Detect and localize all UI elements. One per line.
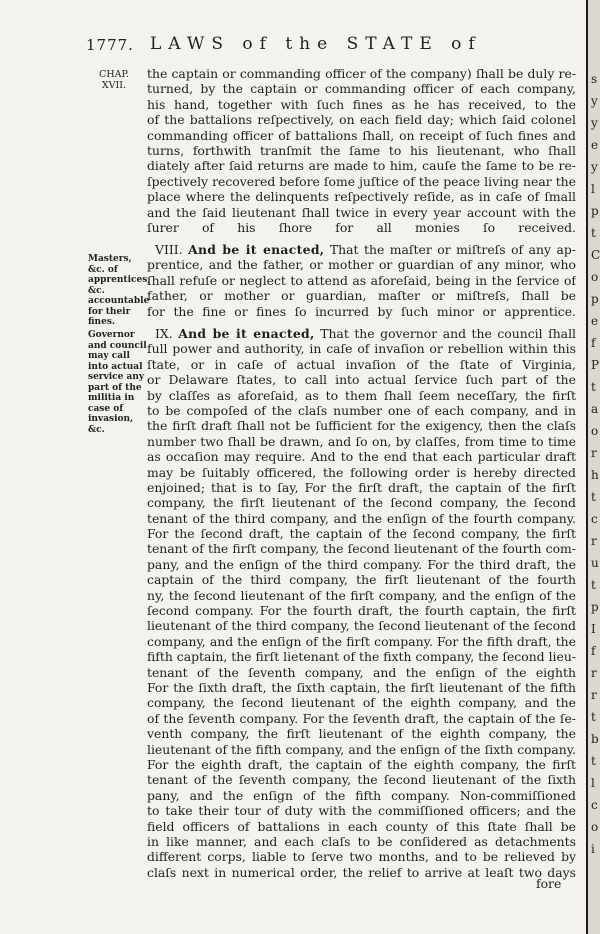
page-header [88, 36, 578, 60]
text-line: of the ſeventh company. For the ſeventh draft, the captain of the ſe- [147, 710, 576, 726]
edge-letter: r [591, 446, 597, 460]
enacting-clause: And be it enacted, [178, 326, 315, 341]
edge-letter: o [591, 270, 599, 284]
text-line: and the ſaid lieutenant ſhall twice in every year account with the [147, 204, 576, 220]
page-year: 1777. [86, 36, 134, 54]
text-line: claſs next in numerical order, the relief to arrive at leaſt two days [147, 864, 576, 880]
edge-letter: t [591, 380, 596, 394]
edge-letter: r [591, 534, 597, 548]
text-line: or Delaware ſtates, to call into actual ſervice ſuch part of the [147, 372, 576, 388]
text-line: tenant of the third company, and the enſign of the fourth company. [147, 510, 576, 526]
section-number: VIII. [155, 242, 183, 257]
margin-note-masters: Masters, &c. of apprentices, &c. accountable for their fines. [88, 254, 151, 327]
text-line: ſpectively recovered before ſome juſtice of the peace living near the [147, 173, 576, 189]
text-line: VIII. And be it enacted, That the maſter or miſtreſs of any ap- [155, 242, 576, 257]
edge-letter: C [591, 248, 600, 262]
text-line: as occaſion may require. And to the end that each particular draft [147, 449, 576, 465]
text-line: to take their tour of duty with the commiſſioned officers; and the [147, 803, 576, 819]
text-line: tenant of the ſeventh company, the ſecond lieutenant of the ſixth [147, 772, 576, 788]
next-page-edge [586, 0, 600, 934]
edge-letter: f [591, 336, 596, 350]
edge-letter: e [591, 314, 599, 328]
text-line: to be compoſed of the claſs number one of each company, and in [147, 402, 576, 418]
text-line: full power and authority, in caſe of invaſion or rebellion within this [147, 341, 576, 357]
paragraph-continuation [147, 66, 576, 235]
edge-letter: t [591, 226, 596, 240]
chapter-number: XVII. [101, 80, 127, 91]
text-line: pany, and the enſign of the fifth company. Non-commiſſioned [147, 787, 576, 803]
edge-letter: o [591, 424, 599, 438]
text-line: turned, by the captain or commanding officer of each company, [147, 81, 576, 97]
text-line: in like manner, and each claſs to be conſidered as detachments [147, 833, 576, 849]
text-line: For the eighth draft, the captain of the eighth company, the firſt [147, 756, 576, 772]
text-line: number two ſhall be drawn, and ſo on, by claſſes, from time to time [147, 433, 576, 449]
text-line: father, or mother or guardian, maſter or miſtreſs, ſhall be [147, 288, 576, 304]
text-line: company, and the enſign of the firſt company. For the fifth draft, the [147, 633, 576, 649]
text-line: ny, the ſecond lieutenant of the firſt company, and the enſign of the [147, 587, 576, 603]
text-line: ſtate, or in caſe of actual invaſion of the ſtate of Virginia, [147, 356, 576, 372]
text-line: tenant of the ſeventh company, and the enſign of the eighth [147, 664, 576, 680]
edge-letter: I [591, 622, 596, 636]
edge-letter: f [591, 644, 596, 658]
catchword: fore [536, 876, 562, 891]
edge-letter: y [591, 116, 598, 130]
text-line: turns, forthwith tranſmit the ſame to his lieutenant, who ſhall [147, 142, 576, 158]
paragraph-section-ix [147, 326, 576, 880]
text-line: may be ſuitably officered, the following order is hereby directed [147, 464, 576, 480]
edge-letter: o [591, 820, 599, 834]
edge-letter: y [591, 94, 598, 108]
enacting-clause: And be it enacted, [188, 242, 325, 257]
paragraph-section-viii [147, 242, 576, 319]
edge-letter: y [591, 160, 598, 174]
edge-letter: t [591, 754, 596, 768]
running-title: LAWS of the STATE of [150, 34, 482, 54]
text-line: for the fine or fines ſo incurred by ſuch minor or apprentice. [147, 303, 576, 319]
edge-letter: u [591, 556, 599, 570]
text-line: of the battalions reſpectively, on each field day; which ſaid colonel [147, 112, 576, 128]
text-line: pany, and the enſign of the third company. For the third draft, the [147, 556, 576, 572]
text-line: lieutenant of the third company, the ſecond lieutenant of the ſecond [147, 618, 576, 634]
text-line: field officers of battalions in each county of this ſtate ſhall be [147, 818, 576, 834]
edge-letter: t [591, 578, 596, 592]
text-line: his hand, together with ſuch fines as he has received, to the [147, 96, 576, 112]
text-line: lieutenant of the fifth company, and the enſign of the ſixth company. [147, 741, 576, 757]
edge-letter: t [591, 710, 596, 724]
text-line: For the ſixth draft, the ſixth captain, the firſt lieutenant of the fifth [147, 679, 576, 695]
text-line: the firſt draft ſhall not be ſufficient for the exigency, then the claſs [147, 418, 576, 434]
edge-letter: p [591, 292, 599, 306]
text-line: tenant of the firſt company, the ſecond lieutenant of the fourth com- [147, 541, 576, 557]
edge-letter: p [591, 204, 599, 218]
edge-letter: p [591, 600, 599, 614]
edge-letter: c [591, 798, 598, 812]
text-line: company, the firſt lieutenant of the ſecond company, the ſecond [147, 495, 576, 511]
text-line: prentice, and the father, or mother or guardian of any minor, who [147, 257, 576, 273]
edge-letter: e [591, 138, 599, 152]
text-line: enjoined; that is to ſay, For the firſt draft, the captain of the firſt [147, 479, 576, 495]
edge-letter: P [591, 358, 600, 372]
margin-note-governor: Governor and council may call into actual service any part of the militia in case of invasion, &c. [88, 330, 147, 435]
text-line: ſurer of his ſhore for all monies ſo received. [147, 219, 576, 235]
edge-letter: l [591, 776, 595, 790]
text-line: by claſſes as aforeſaid, as to them ſhall ſeem neceſſary, the firſt [147, 387, 576, 403]
text-line: captain of the third company, the firſt lieutenant of the fourth [147, 572, 576, 588]
text-line: different corps, liable to ſerve two months, and to be relieved by [147, 849, 576, 865]
edge-letter: h [591, 468, 599, 482]
text-line: diately after ſaid returns are made to him, cauſe the ſame to be re- [147, 158, 576, 174]
text-line: IX. And be it enacted, That the governor and the council ſhall [155, 326, 576, 341]
text-line: ſecond company. For the fourth draft, the fourth captain, the firſt [147, 603, 576, 619]
edge-letter: b [591, 732, 599, 746]
edge-letter: c [591, 512, 598, 526]
text-line: For the ſecond draft, the captain of the ſecond company, the firſt [147, 526, 576, 542]
text-line: commanding officer of battalions ſhall, on receipt of ſuch fines and [147, 127, 576, 143]
text-line: ſhall refuſe or neglect to attend as aforeſaid, being in the ſervice of [147, 272, 576, 288]
text-line: fifth captain, the firſt lietenant of the fixth company, the ſecond lieu- [147, 649, 576, 665]
section-number: IX. [155, 326, 173, 341]
chapter-label [88, 69, 140, 91]
edge-letter: a [591, 402, 599, 416]
edge-letter: r [591, 688, 597, 702]
text-line: company, the ſecond lieutenant of the eighth company, and the [147, 695, 576, 711]
edge-letter: t [591, 490, 596, 504]
text-line: venth company, the firſt lieutenant of the eighth company, the [147, 726, 576, 742]
edge-letter: r [591, 666, 597, 680]
text-line: place where the delinquents reſpectively reſide, as in caſe of ſmall [147, 189, 576, 205]
edge-letter: l [591, 182, 595, 196]
edge-letter: i [591, 842, 595, 856]
text-line: the captain or commanding officer of the company) ſhall be duly re- [147, 66, 576, 81]
chapter-word: CHAP. [99, 69, 129, 80]
edge-letter: s [591, 72, 598, 86]
